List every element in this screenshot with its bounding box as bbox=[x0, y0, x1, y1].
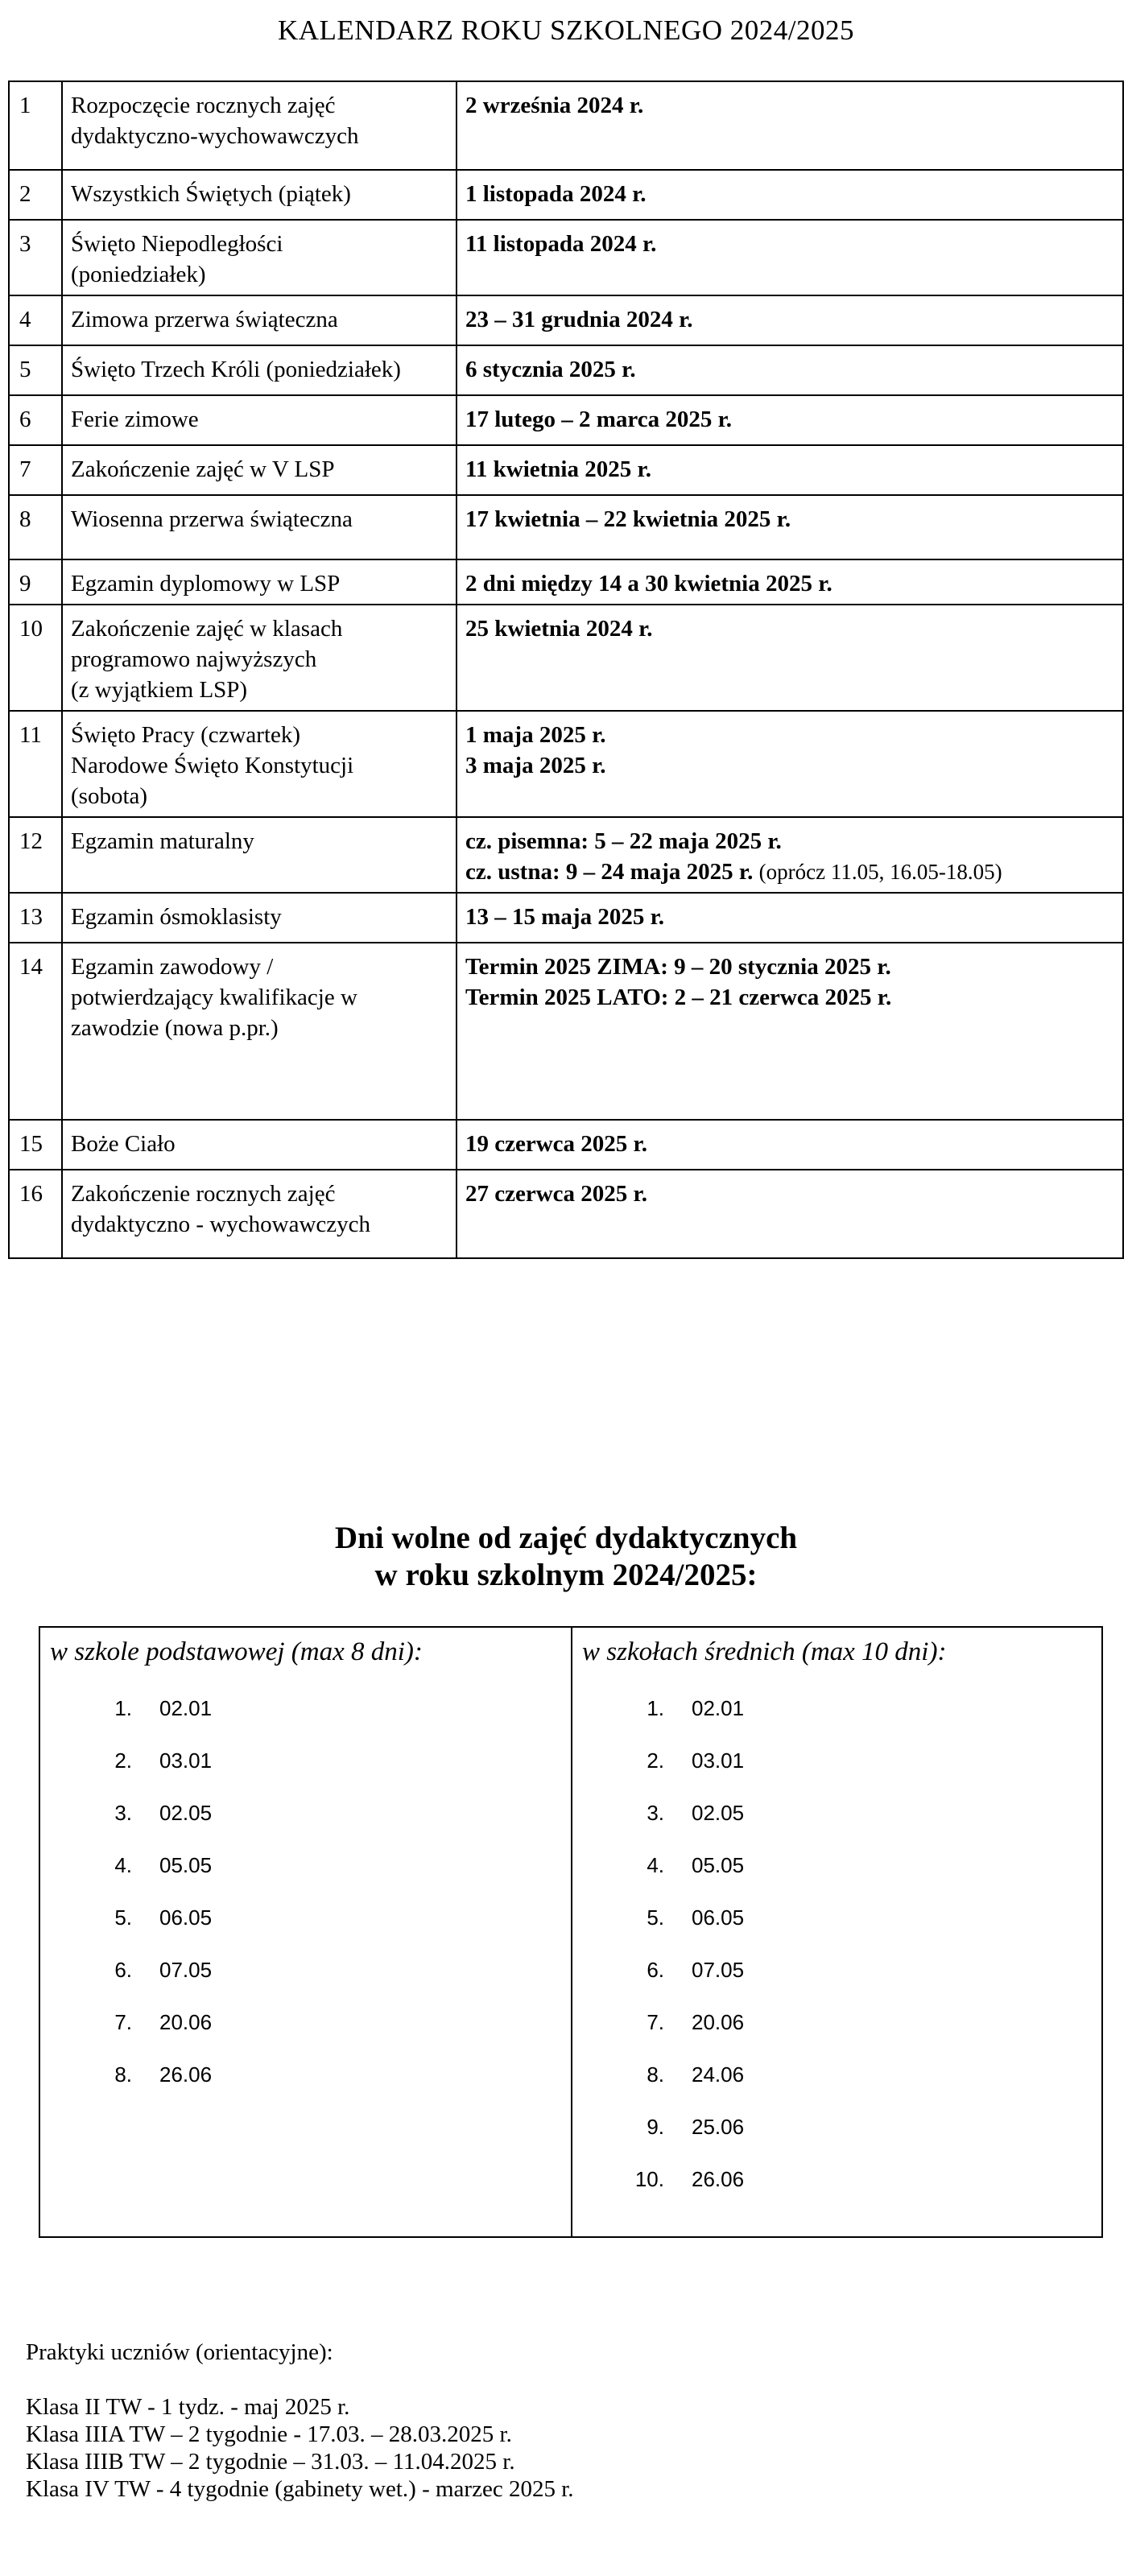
secondary-school-column bbox=[571, 1628, 1101, 2236]
calendar-row bbox=[9, 1120, 1123, 1170]
date-line bbox=[465, 720, 1116, 750]
event-name bbox=[62, 893, 457, 943]
event-name bbox=[62, 220, 457, 295]
list-item bbox=[614, 1692, 1092, 1744]
date-line bbox=[465, 613, 1116, 644]
list-item-number: 1. bbox=[647, 1696, 664, 1720]
event-line: Egzamin dyplomowy w LSP bbox=[71, 571, 341, 597]
list-item-date: 06.05 bbox=[159, 1905, 213, 1930]
list-item-date: 02.05 bbox=[692, 1801, 745, 1825]
list-item-date: 25.06 bbox=[692, 2115, 745, 2139]
calendar-row bbox=[9, 395, 1123, 445]
calendar-row bbox=[9, 711, 1123, 817]
date-line bbox=[465, 90, 1116, 121]
event-line: Rozpoczęcie rocznych zajęć bbox=[71, 93, 336, 118]
primary-school-dates bbox=[82, 1692, 561, 2111]
list-item bbox=[614, 1744, 1092, 1797]
list-item-date: 07.05 bbox=[159, 1958, 213, 1982]
event-date bbox=[457, 445, 1123, 495]
event-line: Boże Ciało bbox=[71, 1131, 176, 1157]
calendar-row bbox=[9, 81, 1123, 170]
event-line: dydaktyczno - wychowawczych bbox=[71, 1212, 371, 1237]
event-line: Święto Trzech Króli (poniedziałek) bbox=[71, 357, 401, 382]
row-number: 14 bbox=[9, 943, 62, 1120]
event-name bbox=[62, 445, 457, 495]
calendar-row bbox=[9, 893, 1123, 943]
event-line: dydaktyczno-wychowawczych bbox=[71, 123, 359, 149]
calendar-row bbox=[9, 605, 1123, 711]
list-item-number: 1. bbox=[114, 1696, 132, 1720]
calendar-row bbox=[9, 220, 1123, 295]
calendar-row bbox=[9, 943, 1123, 1120]
date-text: 27 czerwca 2025 r. bbox=[465, 1181, 648, 1207]
event-line: potwierdzający kwalifikacje w bbox=[71, 985, 357, 1010]
calendar-row bbox=[9, 817, 1123, 893]
practice-line: Klasa IIIB TW – 2 tygodnie – 31.03. – 11.04.2025 r. bbox=[26, 2449, 515, 2475]
event-name bbox=[62, 1120, 457, 1170]
date-line bbox=[465, 952, 1116, 982]
list-item bbox=[82, 1901, 561, 1954]
date-line bbox=[465, 504, 1116, 535]
calendar-row bbox=[9, 495, 1123, 559]
date-text: Termin 2025 LATO: 2 – 21 czerwca 2025 r. bbox=[465, 985, 892, 1010]
list-item-date: 02.01 bbox=[159, 1696, 213, 1720]
date-text: cz. pisemna: 5 – 22 maja 2025 r. bbox=[465, 828, 782, 854]
list-item-number: 5. bbox=[114, 1905, 132, 1930]
row-number: 6 bbox=[9, 395, 62, 445]
list-item-number: 3. bbox=[647, 1801, 664, 1825]
event-name bbox=[62, 170, 457, 220]
calendar-table bbox=[8, 80, 1124, 1259]
event-name bbox=[62, 81, 457, 170]
event-line: Zakończenie rocznych zajęć bbox=[71, 1181, 336, 1207]
practice-section bbox=[26, 2339, 1105, 2503]
practice-heading: Praktyki uczniów (orientacyjne): bbox=[26, 2339, 333, 2365]
date-line bbox=[465, 404, 1116, 435]
event-line: Wiosenna przerwa świąteczna bbox=[71, 506, 353, 532]
list-item bbox=[614, 1797, 1092, 1849]
list-item-date: 05.05 bbox=[692, 1853, 745, 1877]
date-line bbox=[465, 857, 1116, 887]
secondary-school-heading: w szkołach średnich (max 10 dni): bbox=[582, 1637, 947, 1666]
list-item-number: 4. bbox=[114, 1853, 132, 1877]
event-date bbox=[457, 605, 1123, 711]
list-item-number: 7. bbox=[114, 2010, 132, 2034]
date-text: 2 dni między 14 a 30 kwietnia 2025 r. bbox=[465, 571, 832, 597]
date-line bbox=[465, 229, 1116, 259]
list-item-date: 03.01 bbox=[159, 1748, 213, 1773]
event-date bbox=[457, 1120, 1123, 1170]
list-item bbox=[82, 2058, 561, 2111]
calendar-row bbox=[9, 445, 1123, 495]
event-date bbox=[457, 817, 1123, 893]
list-item-date: 26.06 bbox=[159, 2062, 213, 2087]
secondary-school-dates bbox=[614, 1692, 1092, 2215]
list-item bbox=[82, 1744, 561, 1797]
date-line bbox=[465, 982, 1116, 1013]
list-item-date: 06.05 bbox=[692, 1905, 745, 1930]
event-line: Zimowa przerwa świąteczna bbox=[71, 307, 338, 332]
date-line bbox=[465, 902, 1116, 932]
days-off-title-line2: w roku szkolnym 2024/2025: bbox=[374, 1558, 758, 1592]
list-item bbox=[614, 2006, 1092, 2058]
date-text: 3 maja 2025 r. bbox=[465, 753, 606, 778]
practice-lines bbox=[26, 2393, 1105, 2503]
practice-line: Klasa IV TW - 4 tygodnie (gabinety wet.) - marzec 2025 r. bbox=[26, 2476, 574, 2502]
event-name bbox=[62, 943, 457, 1120]
days-off-table bbox=[39, 1626, 1103, 2238]
list-item-date: 26.06 bbox=[692, 2167, 745, 2191]
event-name bbox=[62, 1170, 457, 1258]
list-item-number: 10. bbox=[634, 2167, 664, 2191]
primary-school-column bbox=[40, 1628, 571, 2236]
date-line bbox=[465, 750, 1116, 781]
list-item bbox=[82, 1797, 561, 1849]
calendar-row bbox=[9, 295, 1123, 345]
row-number: 3 bbox=[9, 220, 62, 295]
event-date bbox=[457, 893, 1123, 943]
row-number: 5 bbox=[9, 345, 62, 395]
event-date bbox=[457, 1170, 1123, 1258]
list-item-date: 05.05 bbox=[159, 1853, 213, 1877]
list-item-number: 2. bbox=[647, 1748, 664, 1773]
date-text: cz. ustna: 9 – 24 maja 2025 r. bbox=[465, 859, 754, 885]
row-number: 16 bbox=[9, 1170, 62, 1258]
event-line: Narodowe Święto Konstytucji bbox=[71, 753, 354, 778]
row-number: 2 bbox=[9, 170, 62, 220]
date-text: 6 stycznia 2025 r. bbox=[465, 357, 636, 382]
event-name bbox=[62, 295, 457, 345]
event-line: Święto Niepodległości bbox=[71, 231, 283, 257]
date-text: 17 lutego – 2 marca 2025 r. bbox=[465, 407, 733, 432]
list-item-number: 5. bbox=[647, 1905, 664, 1930]
event-date bbox=[457, 295, 1123, 345]
row-number: 12 bbox=[9, 817, 62, 893]
date-line bbox=[465, 1179, 1116, 1209]
list-item bbox=[82, 2006, 561, 2058]
list-item-number: 6. bbox=[647, 1958, 664, 1982]
date-text: 11 kwietnia 2025 r. bbox=[465, 456, 651, 482]
row-number: 1 bbox=[9, 81, 62, 170]
calendar-row bbox=[9, 170, 1123, 220]
row-number: 10 bbox=[9, 605, 62, 711]
event-line: Ferie zimowe bbox=[71, 407, 199, 432]
event-date bbox=[457, 395, 1123, 445]
event-name bbox=[62, 395, 457, 445]
event-line: Wszystkich Świętych (piątek) bbox=[71, 181, 351, 207]
list-item bbox=[614, 2058, 1092, 2111]
page-title: KALENDARZ ROKU SZKOLNEGO 2024/2025 bbox=[278, 14, 854, 46]
list-item-number: 4. bbox=[647, 1853, 664, 1877]
list-item-number: 6. bbox=[114, 1958, 132, 1982]
row-number: 4 bbox=[9, 295, 62, 345]
event-line: (poniedziałek) bbox=[71, 262, 206, 287]
practice-line: Klasa IIIA TW – 2 tygodnie - 17.03. – 28.03.2025 r. bbox=[26, 2421, 512, 2447]
date-line bbox=[465, 354, 1116, 385]
list-item-date: 02.05 bbox=[159, 1801, 213, 1825]
date-text: 1 listopada 2024 r. bbox=[465, 181, 647, 207]
event-date bbox=[457, 559, 1123, 605]
event-date bbox=[457, 943, 1123, 1120]
event-line: programowo najwyższych bbox=[71, 646, 317, 672]
list-item bbox=[614, 2111, 1092, 2163]
row-number: 11 bbox=[9, 711, 62, 817]
event-line: zawodzie (nowa p.pr.) bbox=[71, 1015, 279, 1041]
date-line bbox=[465, 304, 1116, 335]
calendar-row bbox=[9, 559, 1123, 605]
list-item bbox=[82, 1849, 561, 1901]
list-item-date: 24.06 bbox=[692, 2062, 745, 2087]
event-name bbox=[62, 345, 457, 395]
list-item bbox=[614, 1954, 1092, 2006]
list-item-number: 9. bbox=[647, 2115, 664, 2139]
date-text: 11 listopada 2024 r. bbox=[465, 231, 657, 257]
event-date bbox=[457, 711, 1123, 817]
date-text: 25 kwietnia 2024 r. bbox=[465, 616, 653, 642]
event-name bbox=[62, 495, 457, 559]
list-item-number: 8. bbox=[114, 2062, 132, 2087]
event-line: Egzamin zawodowy / bbox=[71, 954, 274, 980]
calendar-row bbox=[9, 345, 1123, 395]
primary-school-heading: w szkole podstawowej (max 8 dni): bbox=[50, 1637, 423, 1666]
list-item-number: 3. bbox=[114, 1801, 132, 1825]
date-text: 1 maja 2025 r. bbox=[465, 722, 606, 748]
calendar-row bbox=[9, 1170, 1123, 1258]
list-item bbox=[614, 1849, 1092, 1901]
list-item-date: 20.06 bbox=[159, 2010, 213, 2034]
row-number: 8 bbox=[9, 495, 62, 559]
event-line: Egzamin maturalny bbox=[71, 828, 254, 854]
event-line: (z wyjątkiem LSP) bbox=[71, 677, 248, 703]
row-number: 7 bbox=[9, 445, 62, 495]
row-number: 13 bbox=[9, 893, 62, 943]
event-line: Zakończenie zajęć w V LSP bbox=[71, 456, 335, 482]
date-text: 19 czerwca 2025 r. bbox=[465, 1131, 648, 1157]
list-item-number: 8. bbox=[647, 2062, 664, 2087]
event-date bbox=[457, 81, 1123, 170]
days-off-title bbox=[0, 1520, 1132, 1594]
date-line bbox=[465, 1129, 1116, 1159]
date-line bbox=[465, 568, 1116, 599]
row-number: 15 bbox=[9, 1120, 62, 1170]
event-line: Zakończenie zajęć w klasach bbox=[71, 616, 343, 642]
date-line bbox=[465, 454, 1116, 485]
event-date bbox=[457, 170, 1123, 220]
list-item-number: 7. bbox=[647, 2010, 664, 2034]
event-name bbox=[62, 605, 457, 711]
event-name bbox=[62, 817, 457, 893]
event-line: Święto Pracy (czwartek) bbox=[71, 722, 301, 748]
list-item bbox=[614, 1901, 1092, 1954]
list-item-date: 03.01 bbox=[692, 1748, 745, 1773]
row-number: 9 bbox=[9, 559, 62, 605]
event-date bbox=[457, 345, 1123, 395]
list-item-date: 07.05 bbox=[692, 1958, 745, 1982]
date-text: 13 – 15 maja 2025 r. bbox=[465, 904, 665, 930]
date-text: 17 kwietnia – 22 kwietnia 2025 r. bbox=[465, 506, 791, 532]
event-name bbox=[62, 559, 457, 605]
event-line: Egzamin ósmoklasisty bbox=[71, 904, 282, 930]
list-item bbox=[614, 2163, 1092, 2215]
list-item bbox=[82, 1692, 561, 1744]
list-item-number: 2. bbox=[114, 1748, 132, 1773]
date-line bbox=[465, 179, 1116, 209]
practice-line: Klasa II TW - 1 tydz. - maj 2025 r. bbox=[26, 2394, 350, 2420]
date-text: Termin 2025 ZIMA: 9 – 20 stycznia 2025 r. bbox=[465, 954, 891, 980]
date-text: 23 – 31 grudnia 2024 r. bbox=[465, 307, 693, 332]
list-item bbox=[82, 1954, 561, 2006]
date-note: (oprócz 11.05, 16.05-18.05) bbox=[758, 860, 1002, 884]
days-off-title-line1: Dni wolne od zajęć dydaktycznych bbox=[334, 1521, 798, 1555]
event-name bbox=[62, 711, 457, 817]
event-line: (sobota) bbox=[71, 783, 148, 809]
event-date bbox=[457, 220, 1123, 295]
list-item-date: 02.01 bbox=[692, 1696, 745, 1720]
list-item-date: 20.06 bbox=[692, 2010, 745, 2034]
date-text: 2 września 2024 r. bbox=[465, 93, 644, 118]
date-line bbox=[465, 826, 1116, 857]
event-date bbox=[457, 495, 1123, 559]
